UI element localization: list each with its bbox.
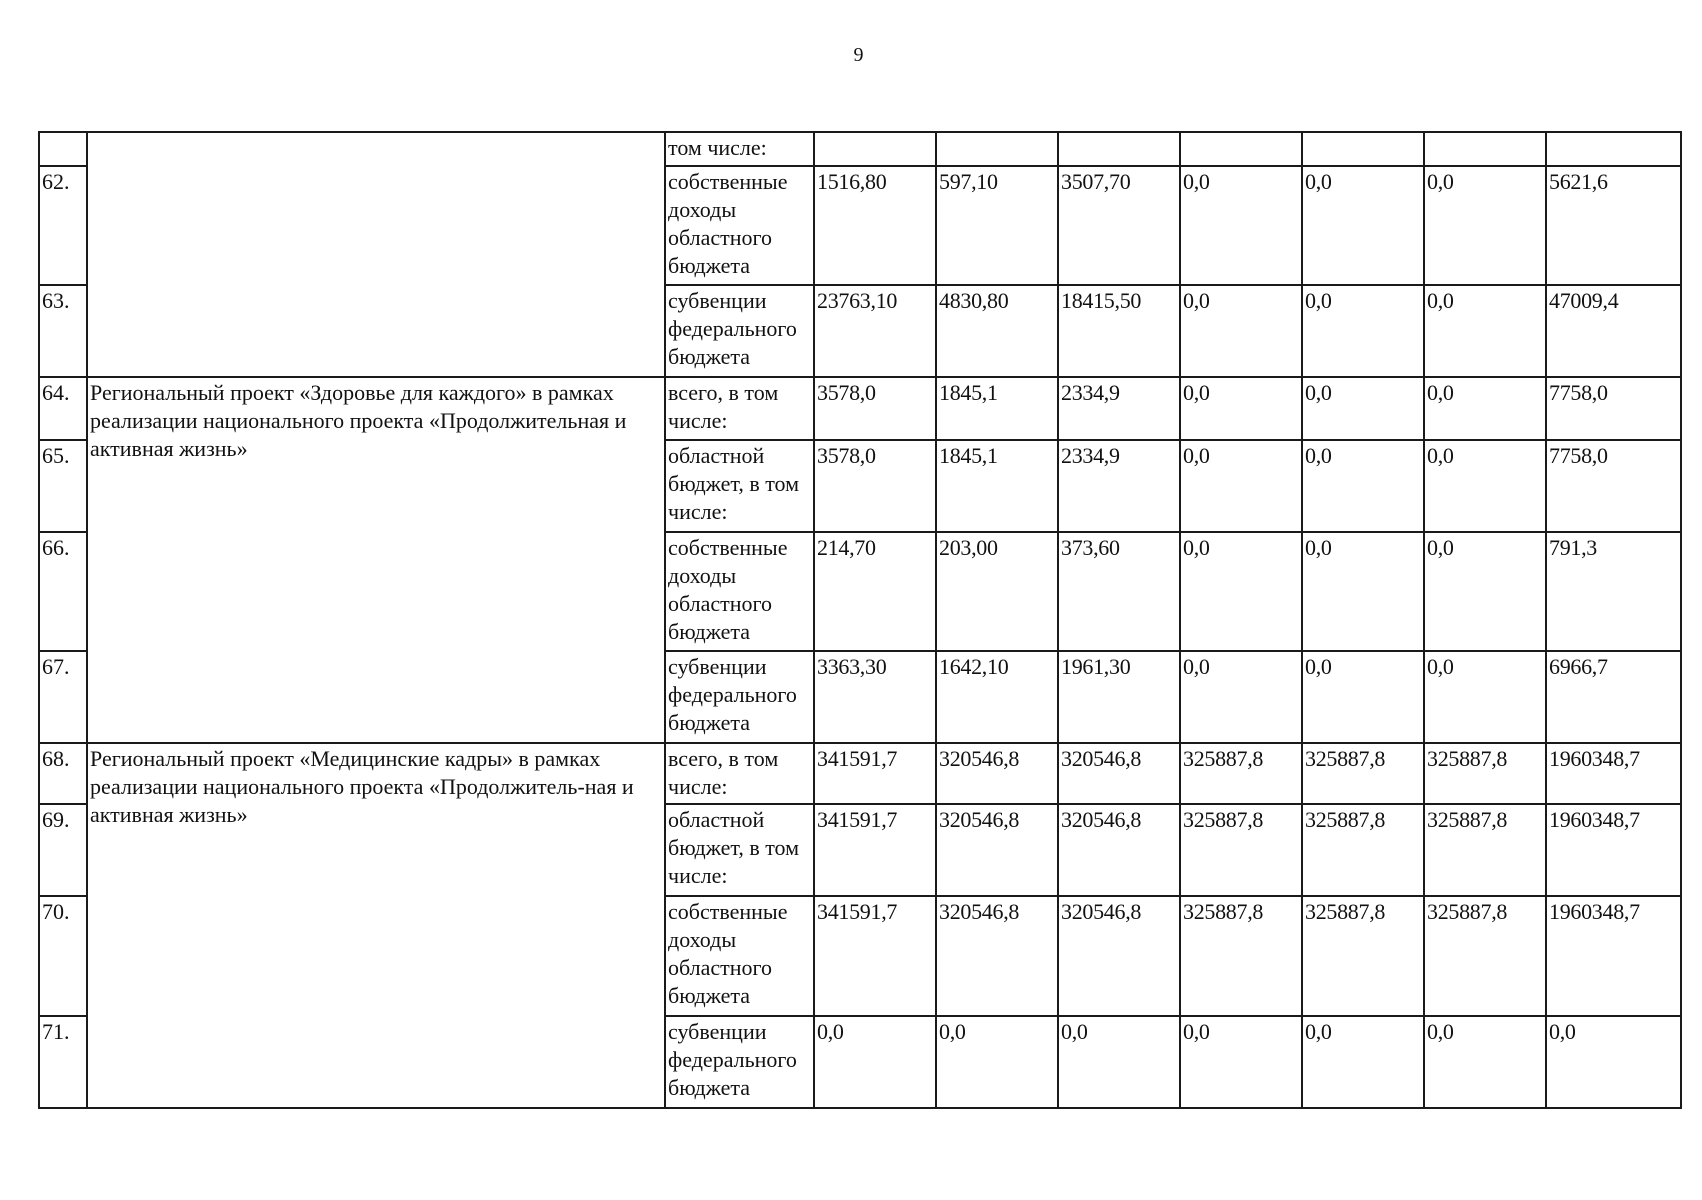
amount-cell: 597,10: [936, 166, 1058, 285]
amount-cell: 325887,8: [1302, 804, 1424, 896]
amount-cell: 1516,80: [814, 166, 936, 285]
amount-cell: 0,0: [1180, 651, 1302, 743]
amount-cell: 47009,4: [1546, 285, 1681, 377]
amount-cell: 0,0: [1302, 532, 1424, 651]
table-row: [39, 743, 1681, 804]
amount-cell: 325887,8: [1424, 804, 1546, 896]
row-number: 66.: [39, 532, 87, 651]
amount-cell: 325887,8: [1180, 804, 1302, 896]
amount-cell: 23763,10: [814, 285, 936, 377]
amount-cell: 1845,1: [936, 440, 1058, 532]
funding-source: всего, в том числе:: [665, 743, 814, 804]
amount-cell: 373,60: [1058, 532, 1180, 651]
row-number: 62.: [39, 166, 87, 285]
amount-cell: 0,0: [1302, 285, 1424, 377]
budget-table: [38, 131, 1682, 1109]
amount-cell: 791,3: [1546, 532, 1681, 651]
project-name: [87, 132, 665, 377]
amount-cell: 0,0: [1546, 1016, 1681, 1108]
amount-cell: 0,0: [1180, 285, 1302, 377]
amount-cell: 4830,80: [936, 285, 1058, 377]
amount-cell: 1960348,7: [1546, 743, 1681, 804]
amount-cell: 0,0: [1302, 166, 1424, 285]
amount-cell: 3578,0: [814, 377, 936, 440]
project-name: Региональный проект «Медицинские кадры» в рамках реализации национального проекта «Продолжитель-ная и активная жизнь»: [87, 743, 665, 1108]
amount-cell: 325887,8: [1302, 896, 1424, 1016]
amount-cell: 3507,70: [1058, 166, 1180, 285]
amount-cell: 320546,8: [1058, 896, 1180, 1016]
funding-source: субвенции федерального бюджета: [665, 285, 814, 377]
amount-cell: 1845,1: [936, 377, 1058, 440]
funding-source: субвенции федерального бюджета: [665, 651, 814, 743]
row-number: 71.: [39, 1016, 87, 1108]
amount-cell: 0,0: [1180, 377, 1302, 440]
amount-cell: [1302, 132, 1424, 166]
amount-cell: 0,0: [1424, 1016, 1546, 1108]
funding-source: областной бюджет, в том числе:: [665, 440, 814, 532]
funding-source: том числе:: [665, 132, 814, 166]
amount-cell: 1960348,7: [1546, 896, 1681, 1016]
amount-cell: 7758,0: [1546, 440, 1681, 532]
amount-cell: 325887,8: [1180, 896, 1302, 1016]
row-number: 70.: [39, 896, 87, 1016]
amount-cell: 1960348,7: [1546, 804, 1681, 896]
funding-source: собственные доходы областного бюджета: [665, 532, 814, 651]
amount-cell: 3578,0: [814, 440, 936, 532]
amount-cell: 0,0: [1180, 440, 1302, 532]
amount-cell: 1961,30: [1058, 651, 1180, 743]
row-number: [39, 132, 87, 166]
amount-cell: 5621,6: [1546, 166, 1681, 285]
amount-cell: 1642,10: [936, 651, 1058, 743]
amount-cell: 320546,8: [936, 804, 1058, 896]
amount-cell: 325887,8: [1424, 896, 1546, 1016]
table-row: [39, 377, 1681, 440]
row-number: 68.: [39, 743, 87, 804]
amount-cell: [1058, 132, 1180, 166]
amount-cell: [936, 132, 1058, 166]
funding-source: субвенции федерального бюджета: [665, 1016, 814, 1108]
amount-cell: 341591,7: [814, 896, 936, 1016]
amount-cell: 18415,50: [1058, 285, 1180, 377]
amount-cell: 0,0: [1302, 651, 1424, 743]
amount-cell: 0,0: [936, 1016, 1058, 1108]
project-name: Региональный проект «Здоровье для каждого» в рамках реализации национального проекта «Продолжительная и активная жизнь»: [87, 377, 665, 743]
amount-cell: 320546,8: [936, 896, 1058, 1016]
row-number: 69.: [39, 804, 87, 896]
amount-cell: 203,00: [936, 532, 1058, 651]
funding-source: областной бюджет, в том числе:: [665, 804, 814, 896]
amount-cell: [1424, 132, 1546, 166]
amount-cell: 320546,8: [1058, 743, 1180, 804]
amount-cell: 325887,8: [1424, 743, 1546, 804]
amount-cell: 341591,7: [814, 743, 936, 804]
amount-cell: 0,0: [1424, 166, 1546, 285]
funding-source: собственные доходы областного бюджета: [665, 896, 814, 1016]
row-number: 65.: [39, 440, 87, 532]
amount-cell: [1180, 132, 1302, 166]
amount-cell: 0,0: [1180, 1016, 1302, 1108]
amount-cell: 0,0: [1180, 166, 1302, 285]
row-number: 64.: [39, 377, 87, 440]
row-number: 67.: [39, 651, 87, 743]
amount-cell: 0,0: [1424, 651, 1546, 743]
amount-cell: 2334,9: [1058, 377, 1180, 440]
amount-cell: 0,0: [1424, 532, 1546, 651]
amount-cell: 341591,7: [814, 804, 936, 896]
amount-cell: 325887,8: [1180, 743, 1302, 804]
amount-cell: 325887,8: [1302, 743, 1424, 804]
amount-cell: 0,0: [1302, 377, 1424, 440]
amount-cell: 0,0: [814, 1016, 936, 1108]
funding-source: всего, в том числе:: [665, 377, 814, 440]
amount-cell: 214,70: [814, 532, 936, 651]
row-number: 63.: [39, 285, 87, 377]
amount-cell: [814, 132, 936, 166]
amount-cell: 0,0: [1058, 1016, 1180, 1108]
amount-cell: 6966,7: [1546, 651, 1681, 743]
amount-cell: 0,0: [1180, 532, 1302, 651]
amount-cell: 0,0: [1424, 377, 1546, 440]
amount-cell: 320546,8: [1058, 804, 1180, 896]
amount-cell: 0,0: [1302, 440, 1424, 532]
amount-cell: [1546, 132, 1681, 166]
table-row: [39, 132, 1681, 166]
amount-cell: 7758,0: [1546, 377, 1681, 440]
amount-cell: 2334,9: [1058, 440, 1180, 532]
amount-cell: 0,0: [1424, 440, 1546, 532]
amount-cell: 0,0: [1424, 285, 1546, 377]
amount-cell: 320546,8: [936, 743, 1058, 804]
amount-cell: 0,0: [1302, 1016, 1424, 1108]
page-number: 9: [853, 44, 864, 66]
funding-source: собственные доходы областного бюджета: [665, 166, 814, 285]
amount-cell: 3363,30: [814, 651, 936, 743]
